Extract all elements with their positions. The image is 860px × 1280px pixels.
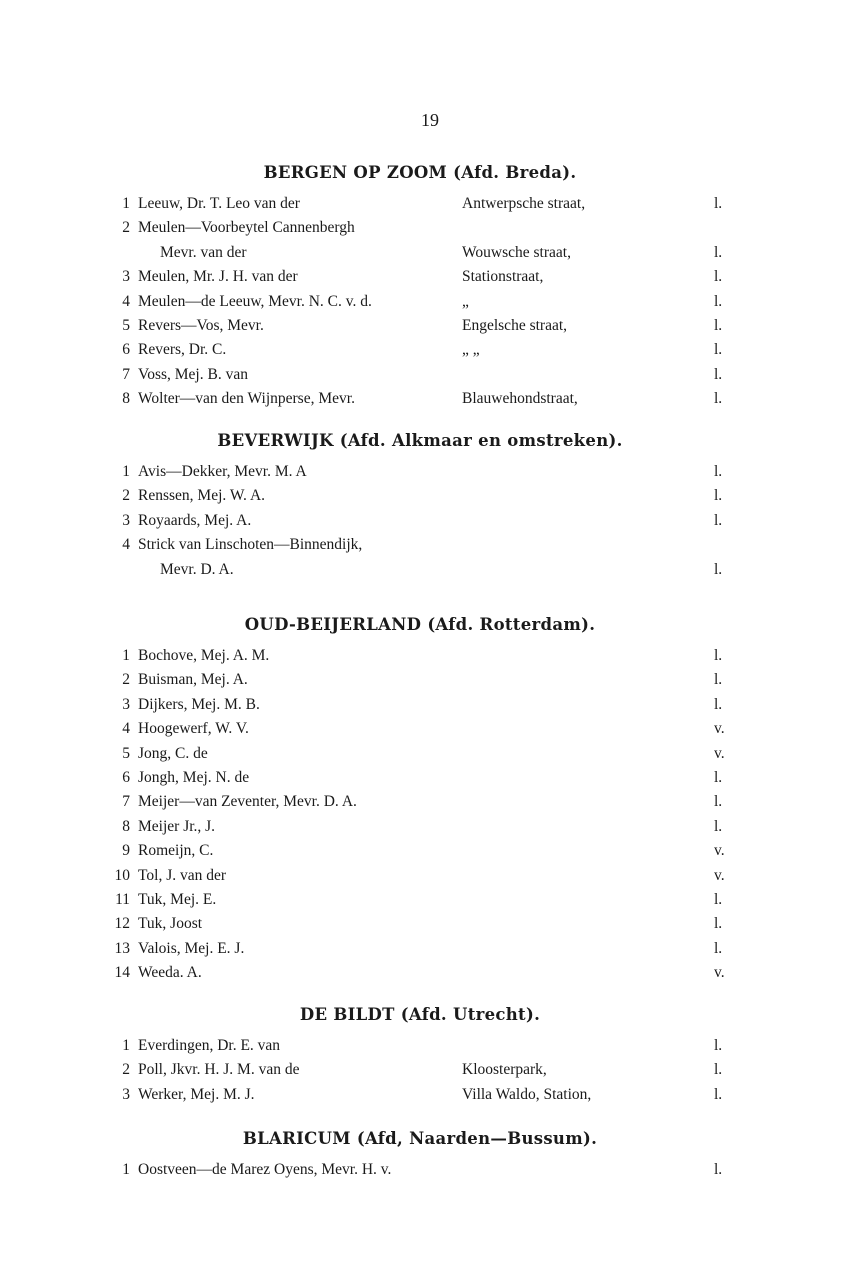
member-num: 1 [122, 1037, 130, 1054]
member-name: Poll, Jkvr. H. J. M. van de [138, 1061, 300, 1079]
member-status: v. [714, 866, 725, 884]
member-row [100, 766, 740, 790]
member-status: l. [714, 890, 723, 908]
section [100, 426, 740, 582]
member-status: l. [714, 695, 723, 713]
member-street: Blauwehondstraat, [462, 390, 578, 408]
member-name: Voss, Mej. B. van [138, 365, 248, 383]
member-status: l. [714, 292, 723, 310]
member-status: l. [714, 560, 723, 578]
member-status: v. [714, 964, 725, 982]
section-heading: BLARICUM (Afd, Naarden—Bussum). [242, 1129, 598, 1148]
section-heading: BERGEN OP ZOOM (Afd. Breda). [263, 163, 577, 182]
member-status: l. [714, 487, 723, 505]
member-row [100, 912, 740, 936]
member-name: Mevr. van der [160, 243, 247, 261]
member-name: Meulen—Voorbeytel Cannenbergh [138, 219, 355, 237]
member-num: 2 [122, 487, 130, 505]
member-name: Jong, C. de [138, 744, 208, 762]
member-num: 11 [115, 890, 130, 908]
member-status: l. [714, 390, 723, 408]
member-name: Meulen—de Leeuw, Mevr. N. C. v. d. [138, 292, 372, 310]
member-num: 5 [122, 744, 130, 762]
member-num: 14 [114, 964, 130, 982]
member-row [100, 717, 740, 741]
member-num: 4 [122, 536, 130, 554]
member-row [100, 888, 740, 912]
member-street: „ „ [462, 341, 480, 359]
member-row [100, 644, 740, 668]
member-name: Meulen, Mr. J. H. van der [138, 268, 298, 286]
member-row [100, 338, 740, 362]
member-status: l. [714, 768, 723, 786]
member-name: Strick van Linschoten—Binnendijk, [138, 536, 363, 554]
member-num: 6 [122, 768, 130, 786]
member-name: Meijer—van Zeventer, Mevr. D. A. [138, 793, 357, 811]
member-row [100, 509, 740, 533]
member-name: Valois, Mej. E. J. [138, 939, 245, 957]
member-num: 12 [114, 915, 130, 933]
member-row [100, 839, 740, 863]
member-num: 1 [122, 647, 130, 664]
member-row [100, 864, 740, 888]
member-num: 2 [122, 671, 130, 689]
member-name: Tuk, Joost [138, 915, 203, 933]
member-name: Dijkers, Mej. M. B. [138, 695, 260, 713]
member-status: l. [714, 195, 723, 212]
member-street: Stationstraat, [462, 268, 544, 286]
member-street: Engelsche straat, [462, 316, 568, 334]
member-name: Tuk, Mej. E. [138, 890, 217, 908]
member-name: Tol, J. van der [138, 866, 227, 884]
section-heading: BEVERWIJK (Afd. Alkmaar en omstreken). [217, 431, 623, 450]
member-status: l. [714, 671, 723, 689]
member-street: „ [462, 292, 469, 310]
member-street: Villa Waldo, Station, [462, 1085, 592, 1103]
member-row [100, 290, 740, 314]
member-row [100, 484, 740, 508]
member-row [100, 558, 740, 582]
member-row [100, 742, 740, 766]
member-row [100, 216, 740, 240]
member-row [100, 815, 740, 839]
member-street: Antwerpsche straat, [462, 195, 586, 212]
member-status: l. [714, 1037, 723, 1054]
member-street: Kloosterpark, [462, 1061, 547, 1079]
member-name: Oostveen—de Marez Oyens, Mevr. H. v. [138, 1161, 392, 1178]
member-row [100, 937, 740, 961]
member-num: 7 [122, 793, 130, 811]
member-status: l. [714, 243, 723, 261]
member-name: Avis—Dekker, Mevr. M. A [138, 463, 307, 480]
member-status: l. [714, 817, 723, 835]
member-name: Buisman, Mej. A. [138, 671, 248, 689]
member-status: v. [714, 744, 725, 762]
member-status: l. [714, 647, 723, 664]
member-street: Wouwsche straat, [462, 243, 571, 261]
member-num: 1 [122, 463, 130, 480]
member-name: Wolter—van den Wijnperse, Mevr. [138, 390, 355, 408]
member-status: l. [714, 341, 723, 359]
member-name: Romeijn, C. [138, 842, 214, 860]
member-row [100, 961, 740, 985]
member-row [100, 241, 740, 265]
member-name: Jongh, Mej. N. de [138, 768, 250, 786]
member-num: 7 [122, 365, 130, 383]
member-status: v. [714, 842, 725, 860]
section [100, 1124, 740, 1182]
member-num: 2 [122, 1061, 130, 1079]
member-row [100, 387, 740, 411]
member-name: Bochove, Mej. A. M. [138, 647, 270, 664]
member-num: 6 [122, 341, 130, 359]
section-heading: OUD-BEIJERLAND (Afd. Rotterdam). [244, 615, 596, 634]
member-row [100, 314, 740, 338]
member-row [100, 668, 740, 692]
member-row [100, 790, 740, 814]
member-status: l. [714, 463, 723, 480]
member-status: l. [714, 365, 723, 383]
member-status: l. [714, 316, 723, 334]
member-row [100, 533, 740, 557]
member-num: 10 [114, 866, 130, 884]
member-name: Everdingen, Dr. E. van [138, 1037, 281, 1054]
member-row [100, 363, 740, 387]
member-num: 9 [122, 842, 130, 860]
section [100, 610, 740, 985]
member-num: 1 [122, 1161, 130, 1178]
member-num: 4 [122, 292, 130, 310]
member-name: Royaards, Mej. A. [138, 511, 252, 529]
member-status: l. [714, 939, 723, 957]
section-heading: DE BILDT (Afd. Utrecht). [299, 1005, 541, 1024]
member-row [100, 192, 740, 216]
member-num: 3 [122, 695, 130, 713]
member-name: Meijer Jr., J. [138, 817, 216, 835]
member-status: l. [714, 1161, 723, 1178]
member-row [100, 1034, 740, 1058]
member-name: Mevr. D. A. [160, 560, 234, 578]
member-status: l. [714, 793, 723, 811]
member-row [100, 265, 740, 289]
member-row [100, 1058, 740, 1082]
member-status: l. [714, 511, 723, 529]
member-num: 3 [122, 511, 130, 529]
member-num: 13 [114, 939, 130, 957]
member-name: Weeda. A. [138, 964, 202, 982]
member-status: l. [714, 1061, 723, 1079]
member-num: 3 [122, 1085, 130, 1103]
member-name: Revers—Vos, Mevr. [138, 316, 264, 334]
section [100, 158, 740, 412]
member-num: 2 [122, 219, 130, 237]
member-row [100, 1083, 740, 1107]
member-row [100, 693, 740, 717]
member-name: Leeuw, Dr. T. Leo van der [138, 195, 300, 212]
member-name: Revers, Dr. C. [138, 341, 227, 359]
member-row [100, 460, 740, 484]
member-status: l. [714, 915, 723, 933]
member-name: Renssen, Mej. W. A. [138, 487, 266, 505]
member-name: Hoogewerf, W. V. [138, 720, 249, 738]
member-status: l. [714, 1085, 723, 1103]
member-num: 3 [122, 268, 130, 286]
member-num: 4 [122, 720, 130, 738]
member-num: 8 [122, 390, 130, 408]
member-num: 5 [122, 316, 130, 334]
member-status: v. [714, 720, 725, 738]
member-row [100, 1158, 740, 1182]
member-name: Werker, Mej. M. J. [138, 1085, 255, 1103]
section [100, 1000, 740, 1107]
member-num: 1 [122, 195, 130, 212]
member-num: 8 [122, 817, 130, 835]
member-status: l. [714, 268, 723, 286]
page-number: 19 [421, 110, 439, 130]
